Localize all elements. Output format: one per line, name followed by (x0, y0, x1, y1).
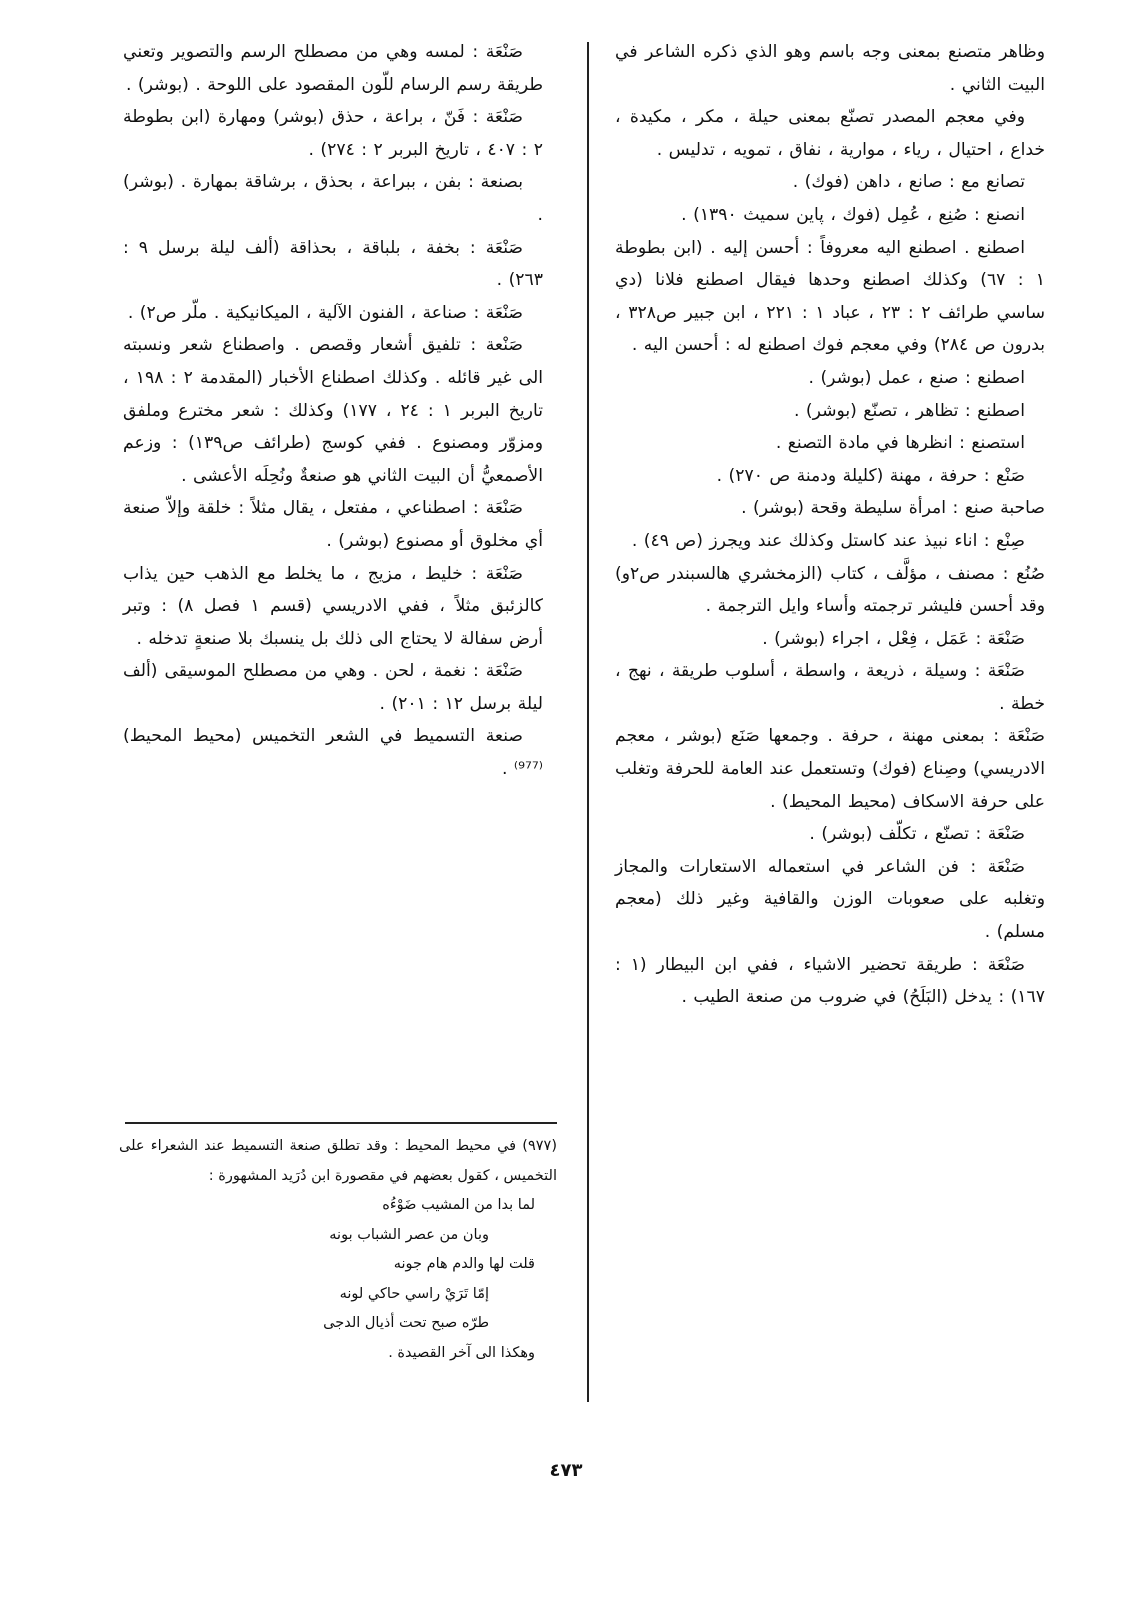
footnote-verse: لما بدا من المشيب ضَوْءُه (382, 1197, 535, 1213)
paragraph: صَنْعَة : طريقة تحضير الاشياء ، ففي ابن البيطار (١ : ١٦٧) : يدخل (البَلَحُ) في ضروب من صنعة الطيب . (615, 954, 1045, 1008)
column-divider (587, 42, 589, 1402)
paragraph: انصنع : صُنِع ، عُمِل (فوك ، پاين سميث ١٣٩٠) . (681, 204, 1025, 225)
paragraph: اصطنع : تظاهر ، تصنّع (بوشر) . (793, 400, 1025, 421)
footnote-line: وهكذا الى آخر القصيدة . (388, 1344, 535, 1361)
paragraph: صَنْعَة : لمسه وهي من مصطلح الرسم والتصوير وتعني طريقة رسم الرسام للّون المقصود على اللوحة . (بوشر) . (123, 42, 543, 95)
paragraph: صَنْعَة : صناعة ، الفنون الآلية ، الميكانيكية . ملّر ص٢) . (127, 302, 523, 323)
paragraph: بصنعة : بفن ، ببراعة ، بحذق ، برشاقة بمهارة . (بوشر) . (123, 172, 543, 225)
footnote-verse: وبان من عصر الشباب بونه (329, 1226, 489, 1243)
footnote-rule (125, 1122, 557, 1124)
paragraph: وظاهر متصنع بمعنى وجه باسم وهو الذي ذكره الشاعر في البيت الثاني . (615, 42, 1045, 95)
paragraph: صَنْعَة : تصنّع ، تكلّف (بوشر) . (809, 824, 1025, 845)
footnotes (119, 1132, 557, 1368)
paragraph: استصنع : انظرها في مادة التصنع . (775, 433, 1025, 454)
paragraph: صَنْعَة : اصطناعي ، مفتعل ، يقال مثلاً : خلقة وإلاّ صنعة أي مخلوق أو مصنوع (بوشر) . (123, 498, 543, 551)
paragraph: اصطنع . اصطنع اليه معروفاً : أحسن إليه . (ابن بطوطة ١ : ٦٧) وكذلك اصطنع وحدها فيقال اصطنع فلانا (دي ساسي طرائف ٢ : ٢٣ ، عباد ١ : ٢٢١ ، ابن جبير ص٣٢٨ ، بدرون ص ٢٨٤) وفي معجم فوك اصطنع له : أحسن اليه . (615, 237, 1046, 356)
footnote-verse: قلت لها والدم هام جونه (393, 1256, 535, 1272)
paragraph: صَنْعَة : خليط ، مزيج ، ما يخلط مع الذهب حين يذاب كالزئبق مثلاً ، ففي الادريسي (قسم ١ فصل ٨) : وتبر أرض سفالة لا يحتاج الى ذلك بل ينسبك بلا صنعةٍ تدخله . (123, 563, 543, 649)
footnote-verse: طرّه صبح تحت أذيال الدجى (323, 1315, 489, 1331)
paragraph: وفي معجم المصدر تصنّع بمعنى حيلة ، مكر ، مكيدة ، خداع ، احتيال ، رياء ، موارية ، نفاق ، تمويه ، تدليس . (615, 107, 1045, 160)
paragraph: تصانع مع : صانع ، داهن (فوك) . (792, 172, 1025, 193)
footnote-line: (٩٧٧) في محيط المحيط : وقد تطلق صنعة التسميط عند الشعراء على التخميس ، كقول بعضهم في مقصورة ابن دُرَيد المشهورة : (119, 1138, 557, 1184)
right-column (615, 36, 1045, 1014)
paragraph: صُنُع : مصنف ، مؤلَّف ، كتاب (الزمخشري هالسبندر ص٢و) وقد أحسن فليشر ترجمته وأساء وايل الترجمة . (615, 563, 1045, 617)
left-column (123, 36, 543, 786)
paragraph: صَنْعة : تلفيق أشعار وقصص . واصطناع شعر ونسبته الى غير قائله . وكذلك اصطناع الأخبار (المقدمة ٢ : ١٩٨ ، تاريخ البربر ١ : ٢٤ ، ١٧٧) وكذلك : شعر مخترع وملفق ومزوّر ومصنوع . ففي كوسج (طرائف ص١٣٩) : وزعم الأصمعيُّ أن البيت الثاني هو صنعةٌ ونُحِلَه الأعشى . (123, 335, 544, 486)
paragraph: صَنْع : حرفة ، مهنة (كليلة ودمنة ص ٢٧٠) . (716, 465, 1025, 486)
paragraph: صَنْعَة : وسيلة ، ذريعة ، واسطة ، أسلوب طريقة ، نهج ، خطة . (615, 661, 1045, 714)
paragraph: صنعة التسميط في الشعر التخميس (محيط المحيط)⁽⁹⁷⁷⁾ . (123, 726, 543, 780)
paragraph: صَنْعَة : نغمة ، لحن . وهي من مصطلح الموسيقى (ألف ليلة برسل ١٢ : ٢٠١) . (123, 661, 543, 714)
paragraph: صِنْع : اناء نبيذ عند كاستل وكذلك عند ويجرز (ص ٤٩) . (631, 530, 1025, 551)
paragraph: صاحبة صنع : امرأة سليطة وقحة (بوشر) . (741, 498, 1045, 519)
footnote-verse: إمّا تَرَيْ راسي حاكي لونه (339, 1285, 489, 1302)
paragraph: صَنْعَة : بخفة ، بلباقة ، بحذاقة (ألف ليلة برسل ٩ : ٢٦٣) . (123, 237, 543, 291)
paragraph: اصطنع : صنع ، عمل (بوشر) . (808, 367, 1025, 388)
paragraph: صَنْعَة : فن الشاعر في استعماله الاستعارات والمجاز وتغلبه على صعوبات الوزن والقافية وغير ذلك (معجم مسلم) . (615, 856, 1045, 943)
page-number: ٤٧٣ (549, 1460, 583, 1481)
paragraph: صَنْعَة : عَمَل ، فِعْل ، اجراء (بوشر) . (762, 628, 1025, 649)
paragraph: صَنْعَة : فَنّ ، براعة ، حذق (بوشر) ومهارة (ابن بطوطة ٢ : ٤٠٧ ، تاريخ البربر ٢ : ٢٧٤) . (123, 107, 543, 160)
paragraph: صَنْعَة : بمعنى مهنة ، حرفة . وجمعها صَنَع (بوشر ، معجم الادريسي) وصِناع (فوك) وتستعمل عند العامة للحرفة وتغلب على حرفة الاسكاف (محيط المحيط) . (615, 726, 1045, 812)
